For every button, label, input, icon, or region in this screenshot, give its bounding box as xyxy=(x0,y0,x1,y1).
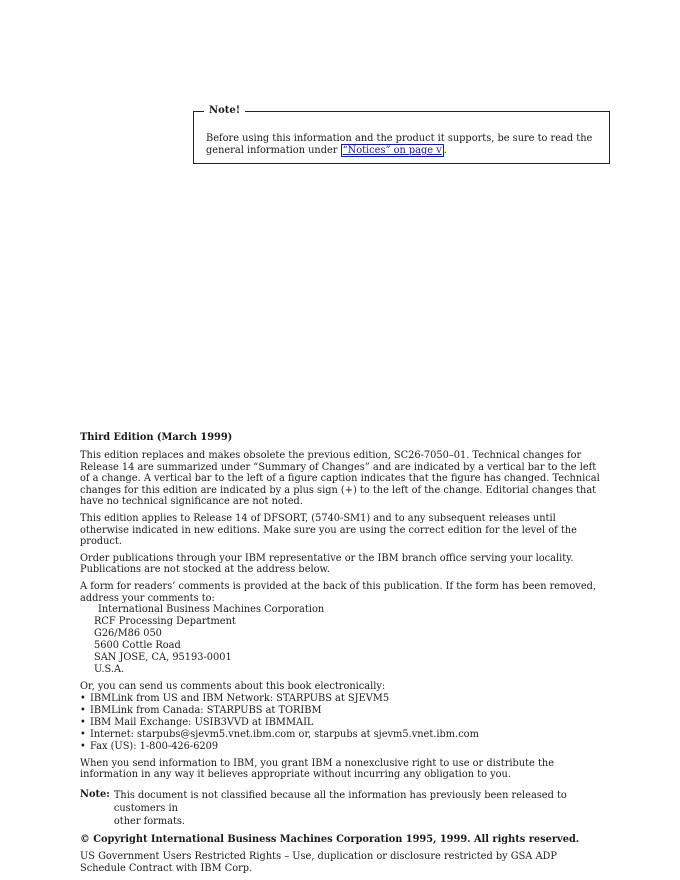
address-line: U.S.A. xyxy=(94,664,125,676)
note-body xyxy=(114,789,604,828)
list-item: • Internet: starpubs@sjevm5.vnet.ibm.com or, starpubs at sjevm5.vnet.ibm.com xyxy=(80,729,604,741)
address-line: International Business Machines Corporation xyxy=(98,604,325,616)
note-box xyxy=(193,105,610,164)
address-line: RCF Processing Department xyxy=(94,616,236,628)
address-line: SAN JOSE, CA, 95193-0001 xyxy=(94,652,232,664)
notices-link[interactable]: “Notices” on page v xyxy=(342,145,442,156)
note-line-1: This document is not classified because all the information has previously been released to customers in xyxy=(113,789,567,814)
note-line-2: other formats. xyxy=(113,815,186,827)
list-item: • IBMLink from US and IBM Network: STARPUBS at SJEVM5 xyxy=(80,693,604,705)
note-label: Note: xyxy=(80,788,110,800)
edition-paragraph-4: A form for readers’ comments is provided at the back of this publication. If the form has been removed, address your comments to: xyxy=(80,580,597,604)
edition-section xyxy=(80,432,604,880)
restricted-rights: US Government Users Restricted Rights – Use, duplication or disclosure restricted by GSA ADP Schedule Contract with IBM Corp. xyxy=(80,850,557,874)
address-line: 5600 Cottle Road xyxy=(94,640,181,652)
address-line: G26/M86 050 xyxy=(94,628,162,640)
edition-paragraph-2: This edition applies to Release 14 of DFSORT, (5740-SM1) and to any subsequent releases until otherwise indicated in new editions. Make sure you are using the correct edition for the level of the product. xyxy=(80,512,577,548)
note-text xyxy=(206,133,601,157)
edition-paragraph-3: Order publications through your IBM representative or the IBM branch office serving your locality. Publications are not stocked at the address below. xyxy=(80,552,574,576)
nonexclusive-statement: When you send information to IBM, you grant IBM a nonexclusive right to use or distribute the information in any way it believes appropriate without incurring any obligation to you. xyxy=(80,757,554,781)
list-item: • IBMLink from Canada: STARPUBS at TORIBM xyxy=(80,705,604,717)
list-item: • IBM Mail Exchange: USIB3VVD at IBMMAIL xyxy=(80,717,604,729)
note-title: Note! xyxy=(204,104,245,118)
edition-paragraph-1: This edition replaces and makes obsolete the previous edition, SC26-7050–01. Technical changes for Release 14 are summarized under “Summary of Changes” and are indicated by a vertical bar to the left of a change. A vertical bar to the left of a figure caption indicates that the figure has changed. Technical changes for this edition are indicated by a plus sign (+) to the left of the change. Editorial changes that have no technical significance are not noted. xyxy=(80,450,600,508)
electronic-contact-list xyxy=(80,693,604,753)
edition-heading: Third Edition (March 1999) xyxy=(80,432,233,443)
note-text-before: Before using this information and the product it supports, be sure to read the general information under xyxy=(206,133,593,156)
electronic-intro: Or, you can send us comments about this book electronically: xyxy=(80,681,386,693)
list-item: • Fax (US): 1-800-426-6209 xyxy=(80,741,604,753)
mailing-address xyxy=(94,604,604,676)
note-text-after: . xyxy=(443,145,447,156)
classification-note xyxy=(80,789,604,828)
copyright: © Copyright International Business Machines Corporation 1995, 1999. All rights reserved. xyxy=(80,833,580,845)
